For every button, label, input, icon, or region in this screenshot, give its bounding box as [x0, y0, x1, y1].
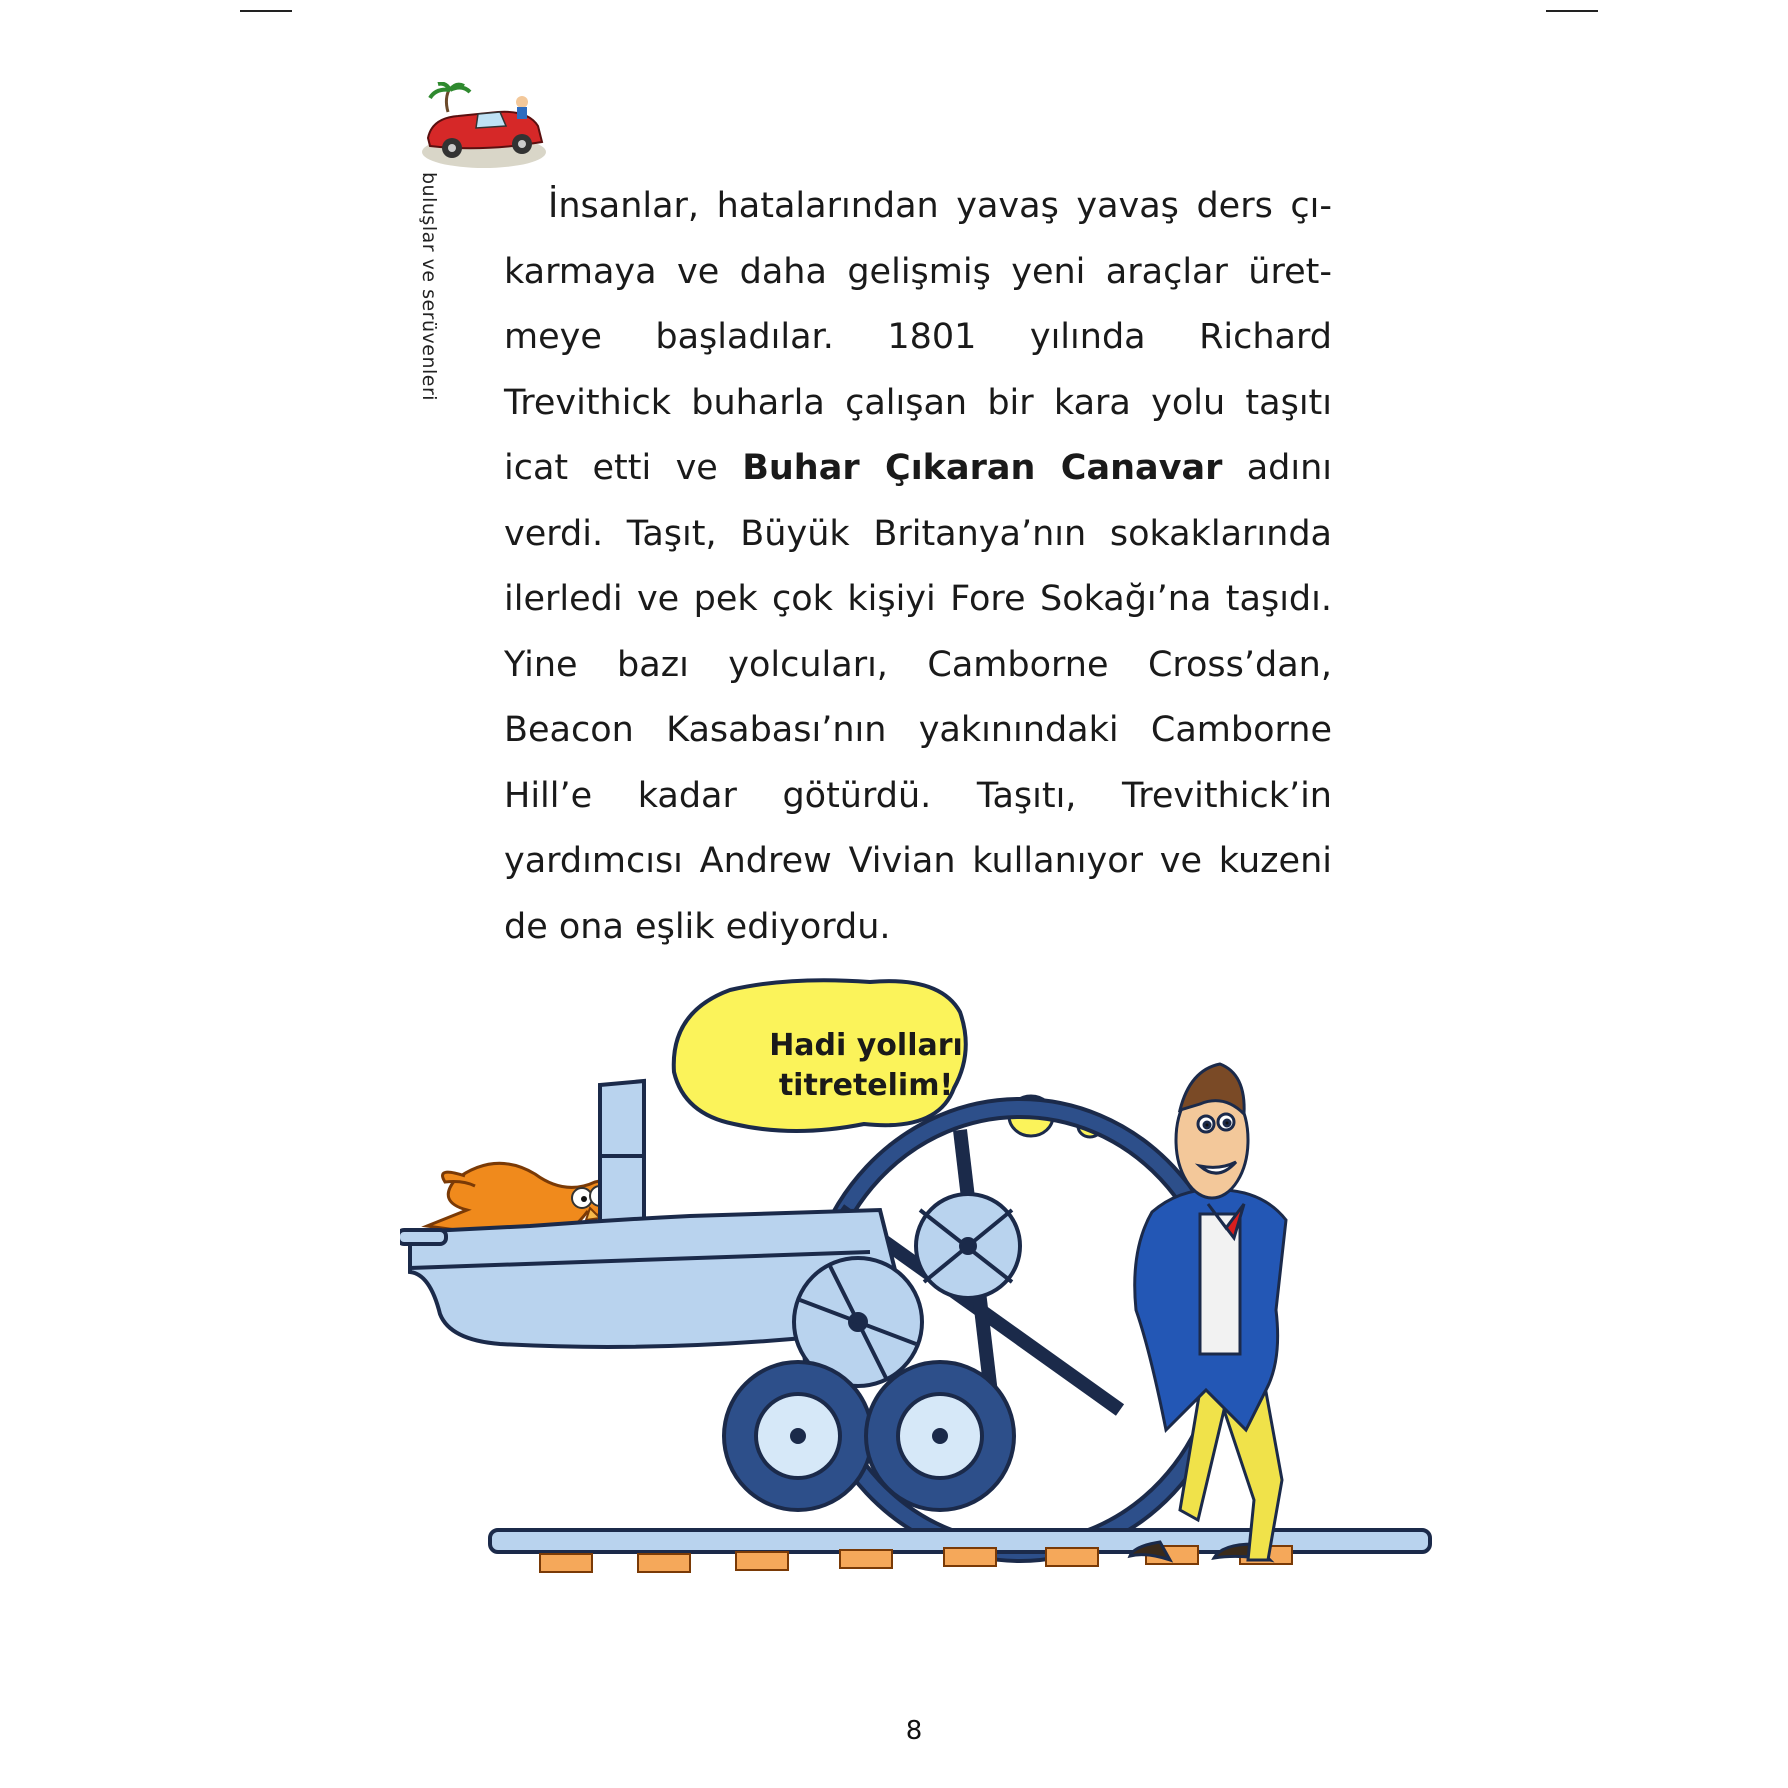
red-car-icon [418, 82, 552, 172]
speech-line-1: Hadi yolları [769, 1028, 963, 1063]
chimney-icon [600, 1081, 644, 1165]
body-paragraph [504, 174, 1332, 960]
vehicle-name: Buhar Çıkaran Canavar [742, 448, 1223, 488]
paragraph-text-start: İnsanlar, hatalarından yavaş yavaş ders çıkarmaya ve daha gelişmiş yeni araçlar üretmeye başladılar. 1801 yılında Richard Trevithick buharla çalışan bir kara yolu taşıtı icat etti ve [504, 186, 1332, 488]
paragraph-text-end: adını verdi. Taşıt, Büyük Britanya’nın sokaklarında ilerledi ve pek çok kişiyi Fore Sokağı’na taşıdı. Yine bazı yolcuları, Camborne Cross’dan, Beacon Kasabası’nın yakınındaki Camborne Hill’e kadar götürdü. Taşıtı, Trevithick’in yardımcısı Andrew Vivian kullanıyor ve kuzeni de ona eşlik ediyordu. [504, 448, 1333, 947]
crop-mark-left [240, 10, 292, 12]
speech-line-2: titretelim! [778, 1068, 954, 1103]
crop-mark-right [1546, 10, 1598, 12]
page-number: 8 [905, 1716, 923, 1746]
speech-bubble-text [740, 1026, 992, 1106]
book-series-title: buluşlar ve serüvenleri [418, 172, 440, 402]
